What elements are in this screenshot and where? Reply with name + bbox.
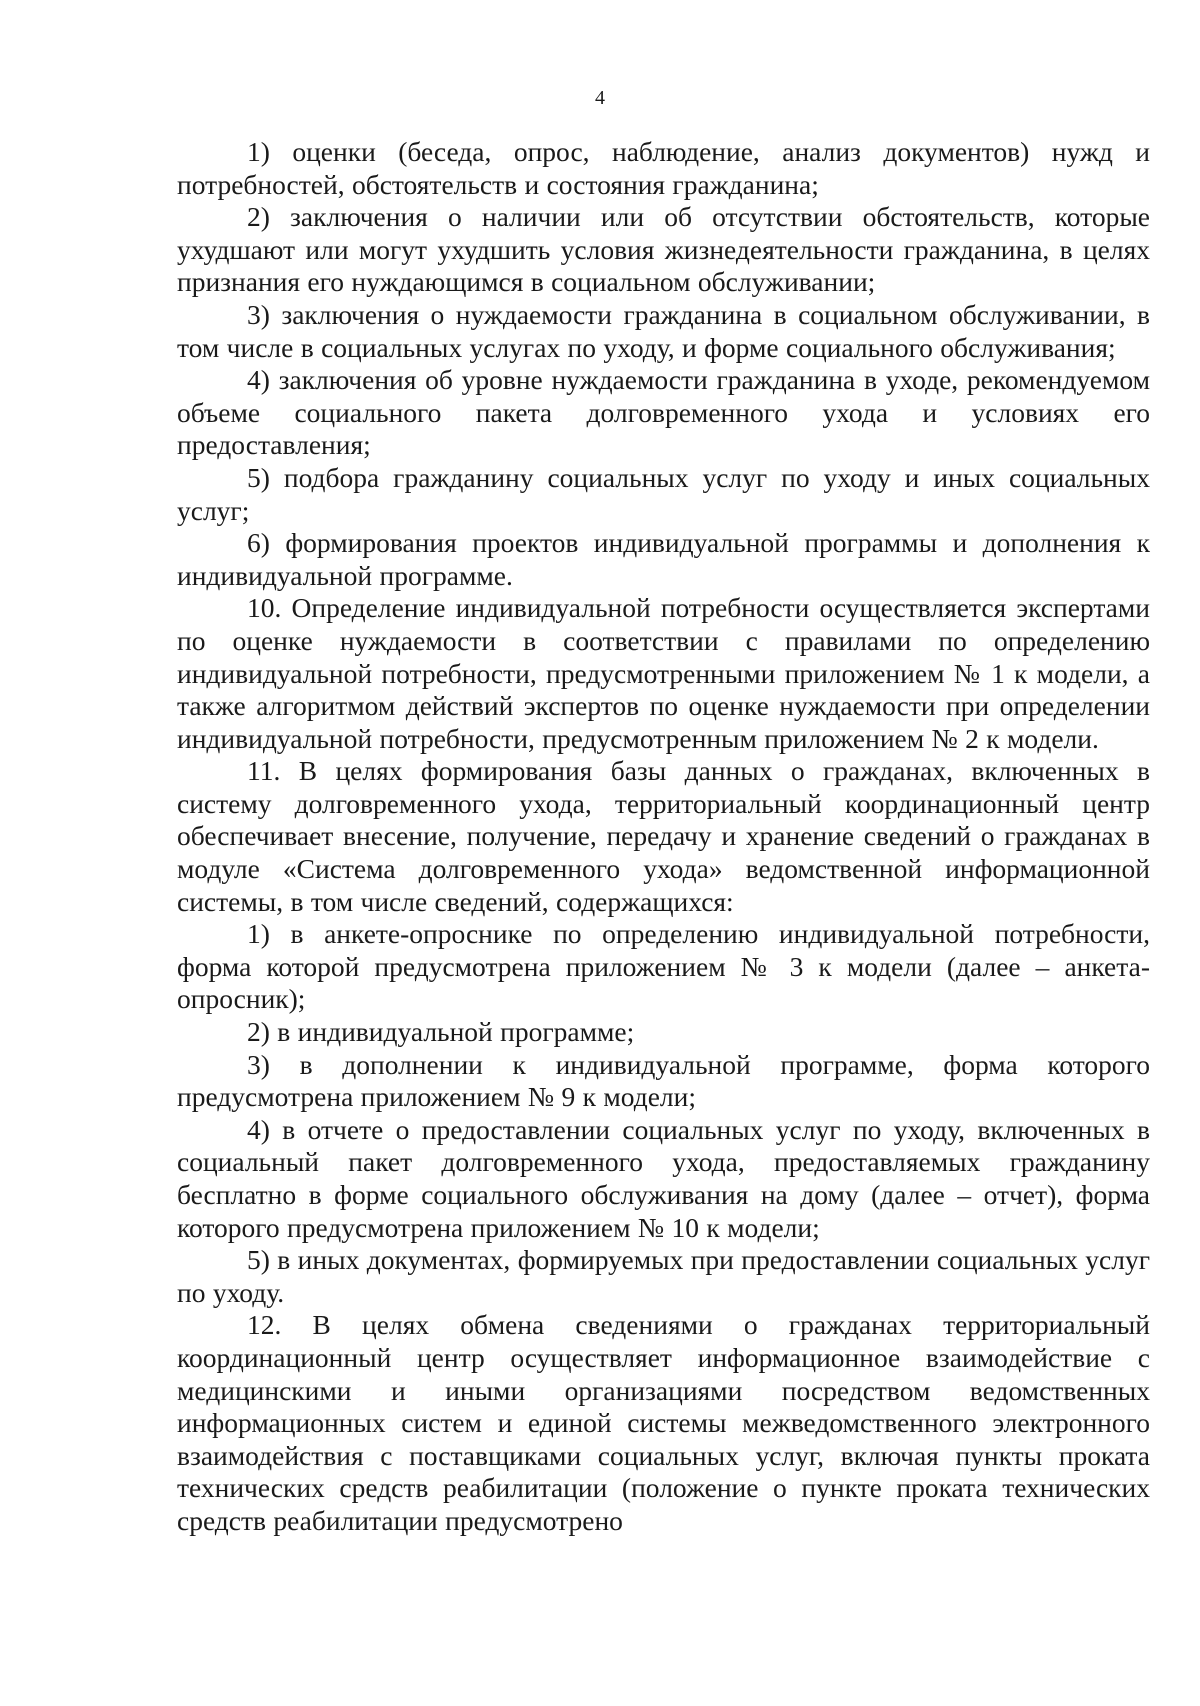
paragraph-item-2-circumstances-conclusion: 2) заключения о наличии или об отсутствии обстоятельств, которые ухудшают или могут ухудшить условия жизнедеятельности гражданина, в целях признания его нуждающимся в социальном обслуживании; xyxy=(177,201,1150,298)
paragraph-item-1-assessment: 1) оценки (беседа, опрос, наблюдение, анализ документов) нужд и потребностей, обстоятельств и состояния гражданина; xyxy=(177,136,1150,200)
paragraph-clause-10: 10. Определение индивидуальной потребности осуществляется экспертами по оценке нуждаемости в соответствии с правилами по определению индивидуальной потребности, предусмотренными приложением № 1 к модели, а также алгоритмом действий экспертов по оценке нуждаемости при определении индивидуальной потребности, предусмотренным приложением № 2 к модели. xyxy=(177,592,1150,754)
page-number: 4 xyxy=(595,87,605,109)
paragraph-clause-11-item-1: 1) в анкете-опроснике по определению индивидуальной потребности, форма которой предусмотрена приложением № 3 к модели (далее – анкета-опросник); xyxy=(177,918,1150,1015)
paragraph-clause-12: 12. В целях обмена сведениями о гражданах территориальный координационный центр осуществляет информационное взаимодействие с медицинскими и иными организациями посредством ведомственных информационных систем и единой системы межведомственного электронного взаимодействия с поставщиками социальных услуг, включая пункты проката технических средств реабилитации (положение о пункте проката технических средств реабилитации предусмотрено xyxy=(177,1309,1150,1536)
paragraph-clause-11-item-2: 2) в индивидуальной программе; xyxy=(247,1016,635,1048)
paragraph-item-6-program-drafts: 6) формирования проектов индивидуальной программы и дополнения к индивидуальной программе. xyxy=(177,527,1150,591)
paragraph-item-5-services-selection: 5) подбора гражданину социальных услуг по уходу и иных социальных услуг; xyxy=(177,461,1150,526)
paragraph-item-4-care-level-conclusion: 4) заключения об уровне нуждаемости гражданина в уходе, рекомендуемом объеме социального пакета долговременного ухода и условиях его предоставления; xyxy=(177,364,1150,461)
paragraph-clause-11-item-3: 3) в дополнении к индивидуальной программе, форма которого предусмотрена приложением № 9 к модели; xyxy=(177,1048,1150,1113)
paragraph-clause-11-item-5: 5) в иных документах, формируемых при предоставлении социальных услуг по уходу. xyxy=(177,1244,1150,1308)
paragraph-clause-11-item-4: 4) в отчете о предоставлении социальных услуг по уходу, включенных в социальный пакет долговременного ухода, предоставляемых гражданину бесплатно в форме социального обслуживания на дому (далее – отчет), форма которого предусмотрена приложением № 10 к модели; xyxy=(177,1113,1150,1243)
document-body xyxy=(177,136,1150,1538)
paragraph-clause-11: 11. В целях формирования базы данных о гражданах, включенных в систему долговременного ухода, территориальный координационный центр обеспечивает внесение, получение, передачу и хранение сведений о гражданах в модуле «Система долговременного ухода» ведомственной информационной системы, в том числе сведений, содержащихся: xyxy=(177,755,1150,917)
paragraph-item-3-need-conclusion: 3) заключения о нуждаемости гражданина в социальном обслуживании, в том числе в социальных услугах по уходу, и форме социального обслуживания; xyxy=(177,298,1150,363)
